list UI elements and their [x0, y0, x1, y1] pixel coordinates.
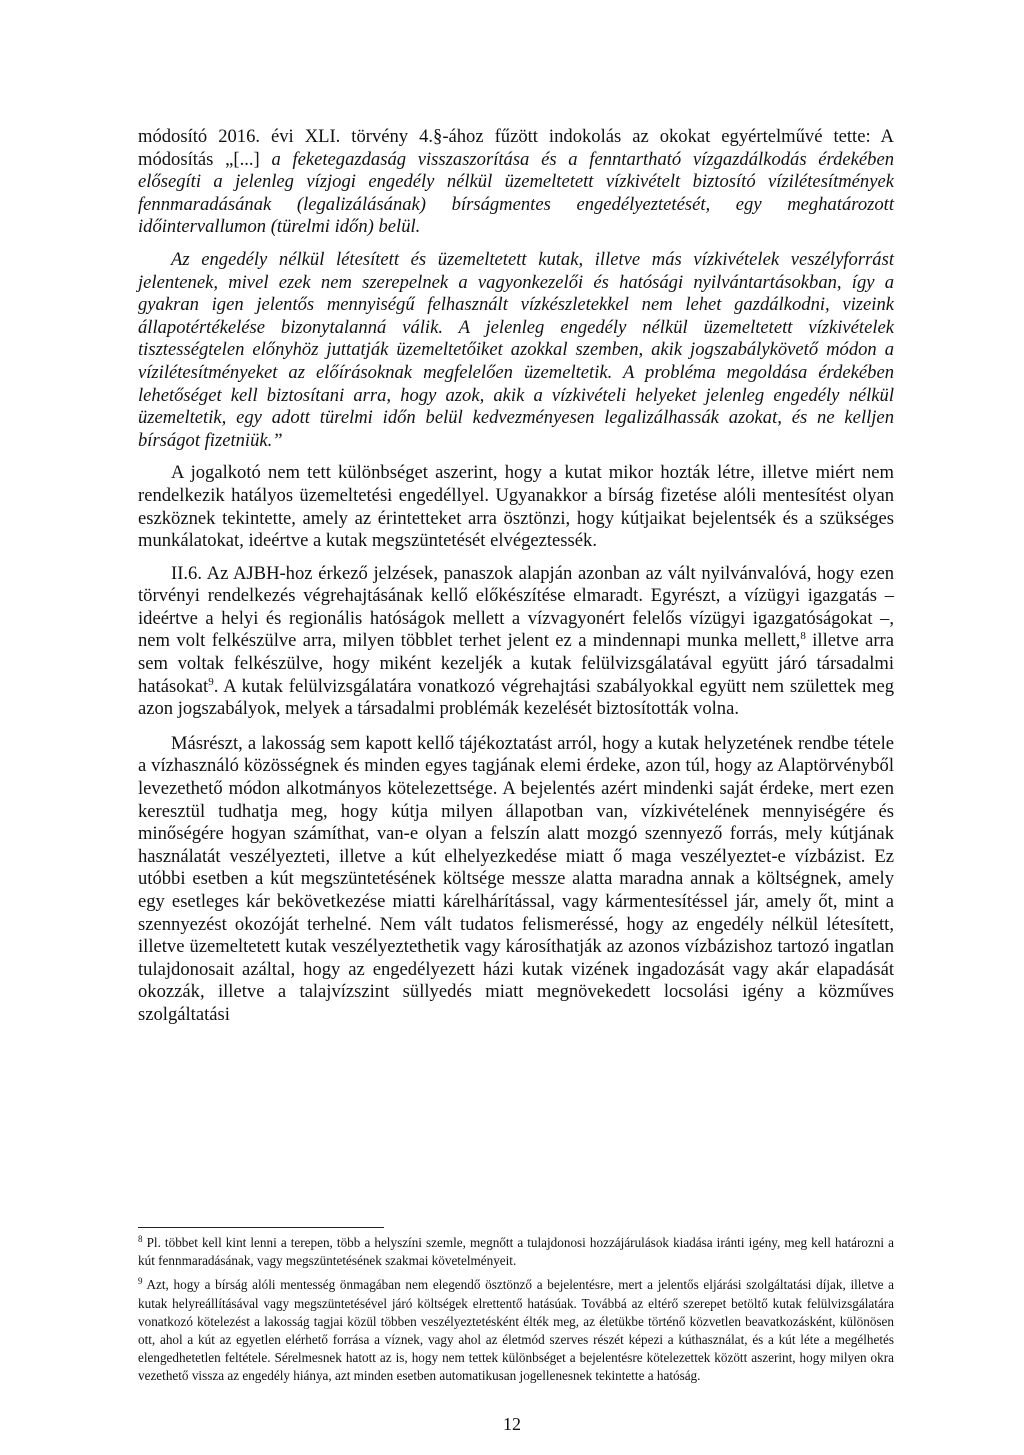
quoted-text: Az engedély nélkül létesített és üzemeltetett kutak, illetve más vízkivételek veszélyforrást jelentenek, mivel ezek nem szerepelnek a vagyonkezelői és hatósági nyilvántartásokban, így a gyakran igen jelentős mennyiségű felhasznált vízkészletekkel nem lehet gazdálkodni, vizeink állapotértékelése bizonytalanná válik. A jelenleg engedély nélkül üzemeltetett vízkivételek tisztességtelen előnyhöz juttatják üzemeltetőiket azokkal szemben, akik jogszabálykövető módon a vízilétesítményeket az előírásoknak megfelelően üzemeltetik. A probléma megoldása érdekében lehetőséget kell biztosítani arra, hogy azok, akik a vízkivételi helyeket jelenleg engedély nélkül üzemeltetik, egy adott türelmi időn belül kedvezményesen legalizálhassák azokat, és ne kelljen bírságot fizetniük. [138, 248, 894, 451]
paragraph-public-information: Másrészt, a lakosság sem kapott kellő tájékoztatást arról, hogy a kutak helyzetének rendbe tétele a vízhasználó közösségnek és minden egyes tagjának elemi érdeke, azon túl, hogy az Alaptörvényből levezethető módon alkotmányos kötelezettsége. A bejelentés azért mindenki saját érdeke, mert ezen keresztül tudhatja meg, hogy kútja milyen állapotban van, vízkivételének mennyiségére és minőségére hogyan számíthat, van-e olyan a felszín alatt mozgó szennyező forrás, mely kútjának használatát veszélyezteti, illetve a kút elhelyezkedése miatt ő maga veszélyeztet-e vízbázist. Ez utóbbi esetben a kút megszüntetésének költsége messze alatta maradna annak a költségnek, amely egy esetleges kár bekövetkezése miatti kárelhárítással, vagy kármentesítéssel jár, amely őt, mint a szennyezést okozóját terhelné. Nem vált tudatos felismeréssé, hogy az engedély nélkül létesített, illetve üzemeltetett kutak veszélyeztethetik vagy károsíthatják az azonos vízbázishoz tartozó ingatlan tulajdonosait azáltal, hogy az engedélyezett házi kutak vizének ingadozását vagy akár elapadását okozzák, illetve a talajvízszint süllyedés miatt megnövekedett locsolási igény a közműves szolgáltatási [138, 732, 894, 1025]
section-text-3: . A kutak felülvizsgálatára vonatkozó végrehajtási szabályokkal együtt nem születtek meg azon jogszabályok, melyek a társadalmi problémák kezelését biztosították volna. [138, 675, 894, 720]
footnote-number: 9 [138, 1276, 143, 1287]
document-body [138, 126, 894, 1027]
footnote-text: Pl. többet kell kint lenni a terepen, több a helyszíni szemle, megnőtt a tulajdonosi hozzájárulások kiadása iránti igény, meg kell határozni a kút fennmaradásának, vagy megszüntetésének szakmai követelményeit. [138, 1235, 894, 1269]
paragraph-quote [138, 249, 894, 452]
footnote-ref-8[interactable]: 8 [800, 630, 806, 643]
paragraph-section-ii6 [138, 563, 894, 721]
section-text-1: II.6. Az AJBH-hoz érkező jelzések, panaszok alapján azonban az vált nyilvánvalóvá, hogy ezen törvényi rendelkezés végrehajtásának kellő előkészítése elmaradt. Egyrészt, a vízügyi igazgatás – ideértve a helyi és regionális hatóságok mellett a vízvagyonért felelős vízügyi igazgatóságokat –, nem volt felkészülve arra, milyen többlet terhet jelent ez a mindennapi munka mellett, [138, 562, 894, 652]
quoted-justification: a feketegazdaság visszaszorítása és a fenntartható vízgazdálkodás érdekében elősegíti a jelenleg vízjogi engedély nélkül üzemeltetett vízkivételt biztosító vízilétesítmények fennmaradásának (legalizálásának) bírságmentes engedélyeztetését, egy meghatározott időintervallumon (türelmi időn) belül. [138, 148, 894, 238]
page-number: 12 [503, 1414, 521, 1434]
paragraph-legislator: A jogalkotó nem tett különbséget aszerint, hogy a kutat mikor hozták létre, illetve miért nem rendelkezik hatályos üzemeltetési engedéllyel. Ugyanakkor a bírság fizetése alóli mentesítést olyan eszköznek tekintette, amely az érintetteket arra ösztönzi, hogy kútjaikat bejelentsék és a szükséges munkálatokat, ideértve a kutak megszüntetését elvégeztessék. [138, 462, 894, 552]
footnote-8 [138, 1234, 894, 1270]
section-text-2: illetve arra sem voltak felkészülve, hogy miként kezeljék a kutak felülvizsgálatával együtt járó társadalmi hatásokat [138, 630, 894, 697]
closing-quote-mark: ” [272, 429, 283, 451]
footnote-divider [138, 1227, 384, 1228]
footnote-9 [138, 1276, 894, 1385]
footnote-text: Azt, hogy a bírság alóli mentesség önmagában nem elegendő ösztönző a bejelentésre, mert a jelentős eljárási szolgáltatási díjak, illetve a kutak helyreállításával vagy megszüntetésével járó költségek elrettentő hatásúak. Továbbá az eltérő szerepet betöltő kutak felülvizsgálatára vonatkozó kötelezést a lakosság tagjai közül többen veszélyeztetésként élték meg, az életükbe történő közvetlen beavatkozásként, különösen ott, ahol a kút az egyetlen elérhető forrása a víznek, vagy ahol az életmód szerves részét képezi a kúthasználat, és a kút léte a megélhetés elengedhetetlen feltétele. Sérelmesnek hatott az is, hogy nem tettek különbséget a bejelentésre kötelezettek között aszerint, hogy milyen okra vezethető vissza az engedély hiánya, azt minden esetben automatikusan jogellenesnek tekintette a hatóság. [138, 1277, 894, 1384]
footnote-ref-9[interactable]: 9 [208, 675, 214, 688]
footnote-number: 8 [138, 1234, 143, 1244]
footnotes [138, 1234, 894, 1386]
intro-text: módosító 2016. évi XLI. törvény 4.§-ához fűzött indokolás az okokat egyértelművé tette: A módosítás „[...] [138, 126, 894, 170]
paragraph-intro [138, 126, 894, 239]
